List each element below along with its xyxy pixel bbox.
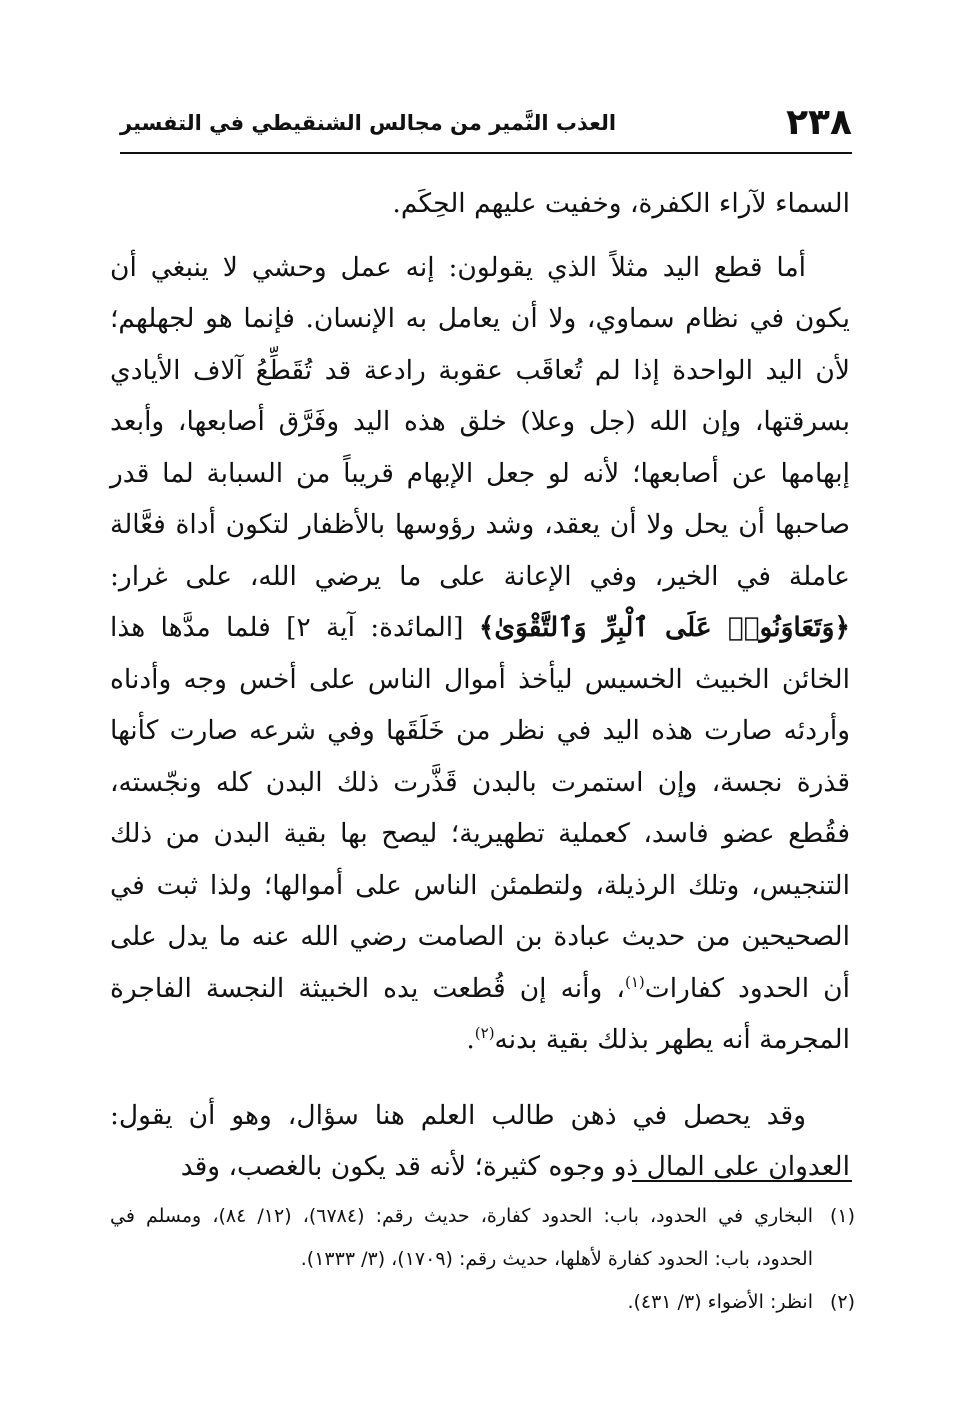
page-header — [120, 100, 852, 146]
footnote-text: البخاري في الحدود، باب: الحدود كفارة، حديث رقم: (٦٧٨٤)، (١٢/ ٨٤)، ومسلم في الحدود، باب: الحدود كفارة لأهلها، حديث رقم: (١٧٠٩)، (٣/ ١٣٣٣). — [110, 1205, 814, 1270]
running-title: العذب النَّمير من مجالس الشنقيطي في التفسير — [120, 111, 617, 135]
paragraph-text: أما قطع اليد مثلاً الذي يقولون: إنه عمل وحشي لا ينبغي أن يكون في نظام سماوي، ولا أن يعامل به الإنسان. فإنما هو لجهلهم؛ لأن اليد الواحدة إذا لم تُعاقَب عقوبة رادعة قد تُقَطِّعُ آلاف الأيادي بسرقتها، وإن الله (جل وعلا) خلق هذه اليد وفَرَّق أصابعها، وأبعد إبهامها عن أصابعها؛ لأنه لو جعل الإبهام قريباً من السبابة لما قدر صاحبها أن يحل ولا أن يعقد، وشد رؤوسها بالأظفار لتكون أداة فعَّالة عاملة في الخير، وفي الإعانة على ما يرضي الله، على غرار: — [110, 251, 850, 592]
footnote-number: (١) — [829, 1205, 855, 1227]
footnote-1 — [110, 1195, 855, 1281]
header-rule — [120, 152, 852, 154]
paragraph-text: ، وأنه إن قُطعت يده الخبيثة النجسة الفاجرة المجرمة أنه يطهر بذلك بقية بدنه — [110, 972, 850, 1055]
footnotes — [110, 1195, 855, 1324]
paragraph-continuation: السماء لآراء الكفرة، وخفيت عليهم الحِكَم. — [392, 188, 850, 219]
footnote-number: (٢) — [829, 1291, 855, 1313]
paragraph-text: . — [466, 1024, 475, 1055]
footnote-ref-1[interactable]: (١) — [624, 972, 645, 991]
paragraph-hand-cutting — [110, 242, 850, 1066]
quran-verse: ﴿وَتَعَاوَنُوا۟ عَلَى ٱلْبِرِّ وَٱلتَّقْوَىٰ﴾ — [478, 612, 850, 643]
paragraph-text: [المائدة: آية ٢] فلما مدَّها هذا الخائن الخبيث الخسيس ليأخذ أموال الناس على أخس وجه وأدناه وأردئه صارت هذه اليد في نظر من خَلَقَها وفي شرعه صارت كأنها قذرة نجسة، وإن استمرت بالبدن قَذَّرت ذلك البدن كله ونجّسته، فقُطع عضو فاسد، كعملية تطهيرية؛ ليصح بها بقية البدن من ذلك التنجيس، وتلك الرذيلة، ولتطمئن الناس على أموالها؛ ولذا ثبت في الصحيحين من حديث عبادة بن الصامت رضي الله عنه ما يدل على أن الحدود كفارات — [110, 612, 850, 1004]
paragraph-question: وقد يحصل في ذهن طالب العلم هنا سؤال، وهو أن يقول: العدوان على المال ذو وجوه كثيرة؛ لأنه قد يكون بالغصب، وقد — [110, 1099, 850, 1182]
page-number: ٢٣٨ — [786, 102, 852, 143]
main-text — [110, 178, 850, 1193]
footnote-rule — [632, 1180, 852, 1182]
footnote-2 — [110, 1281, 855, 1324]
footnote-text: انظر: الأضواء (٣/ ٤٣١). — [627, 1291, 813, 1313]
footnote-ref-2[interactable]: (٢) — [474, 1024, 495, 1043]
